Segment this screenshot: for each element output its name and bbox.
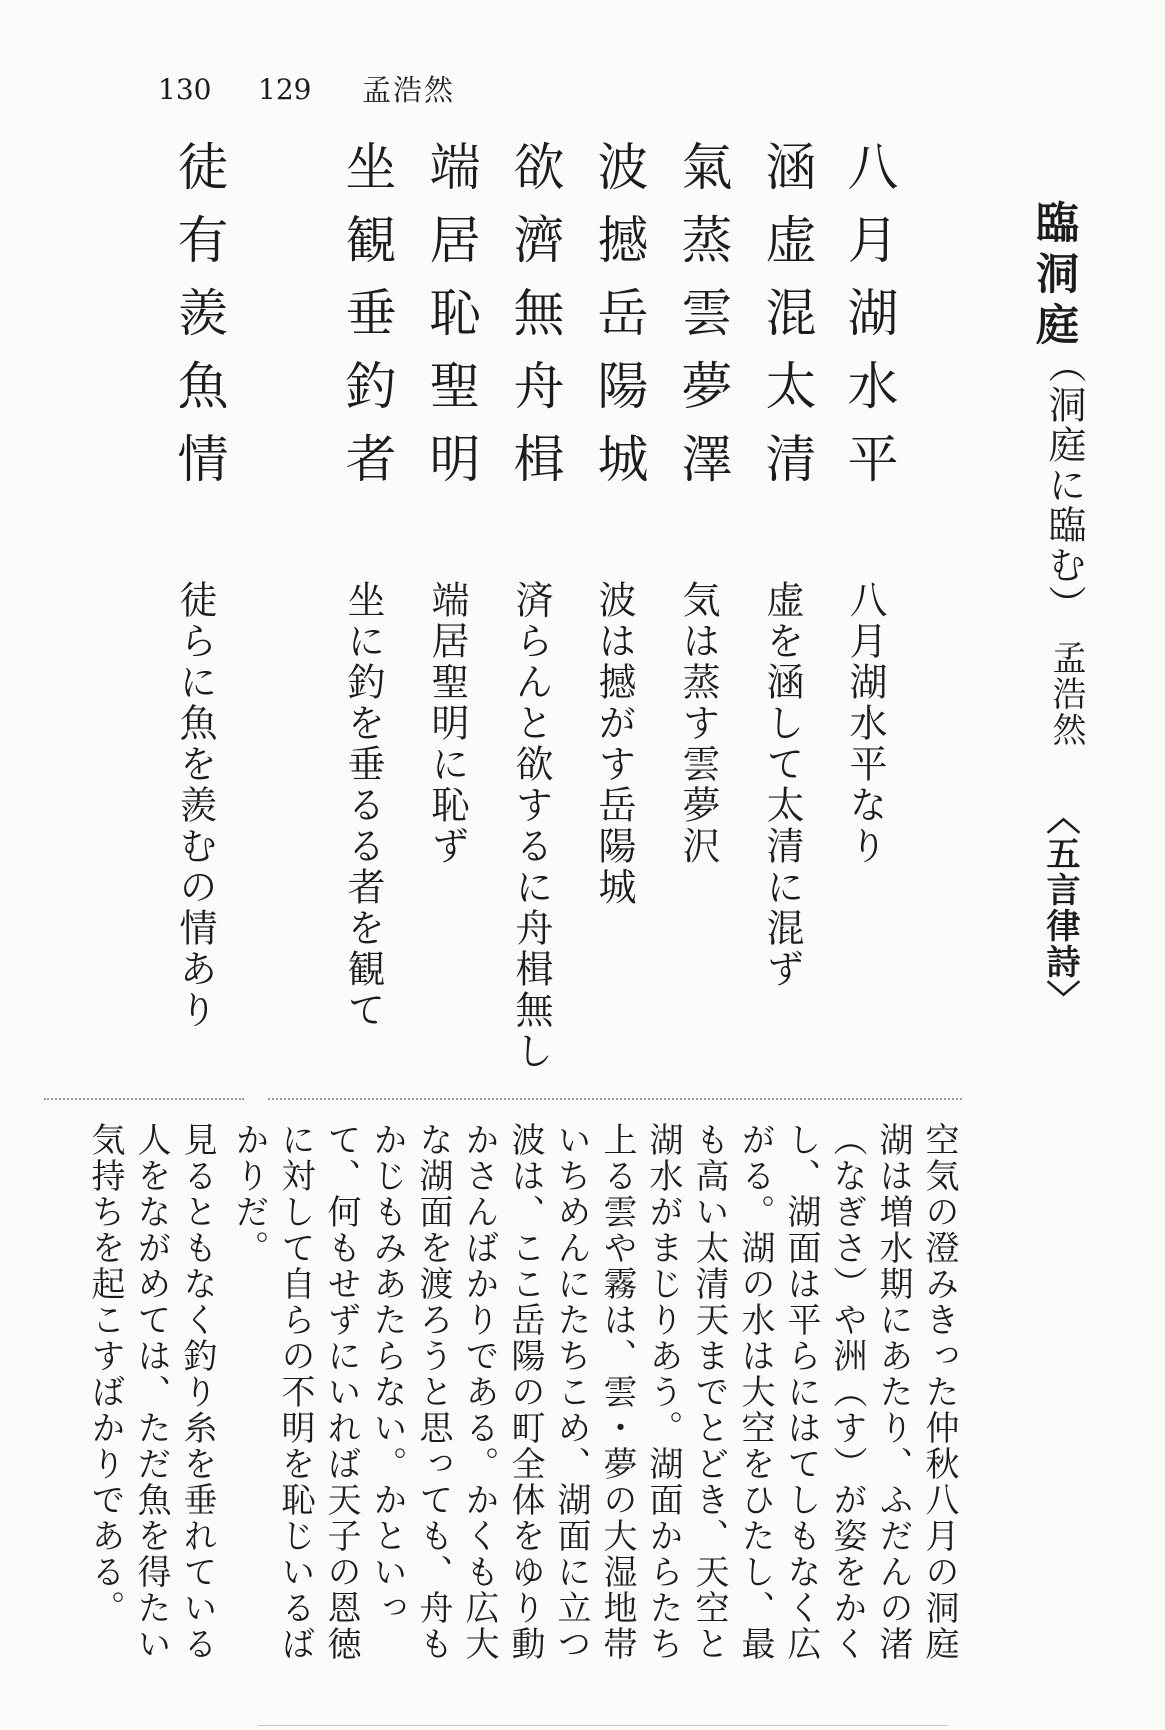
poem-line-4: 波撼岳陽城: [588, 140, 647, 505]
dotted-divider-right: [268, 1098, 962, 1100]
bottom-rule: [258, 1725, 948, 1726]
running-header-author: 孟浩然: [362, 73, 456, 107]
kundoku-line-1: 八月湖水平なり: [843, 580, 887, 867]
translation-last: 見るともなく釣り糸を垂れている人をながめては、ただ魚を得たい気持ちを起こすばかりである。: [85, 1122, 217, 1662]
poem-title-reading: （洞庭に臨む）: [1042, 345, 1086, 625]
dotted-divider-left: [44, 1098, 244, 1100]
page-number-left: 130: [158, 73, 212, 106]
kundoku-line-2: 虚を涵して太清に混ず: [760, 580, 804, 990]
kundoku-line-6: 端居聖明に恥ず: [425, 580, 469, 867]
kundoku-line-8: 徒らに魚を羨むの情あり: [173, 580, 217, 1031]
poem-author: 孟浩然: [1046, 640, 1086, 748]
translation-main: 空気の澄みきった仲秋八月の洞庭湖は増水期にあたり、ふだんの渚（なぎさ）や洲（す）が姿をかくし、湖面は平らにはてしもなく広がる。湖の水は大空をひたし、最も高い太清天までとどき、天空と湖水がまじりあう。湖面からたち上る雲や霧は、雲・夢の大湿地帯いちめんにたちこめ、湖面に立つ波は、ここ岳陽の町全体をゆり動かさんばかりである。かくも広大な湖面を渡ろうと思っても、舟もかじもみあたらない。かといって、何もせずにいれば天子の恩徳に対して自らの不明を恥じいるばかりだ。: [229, 1122, 959, 1662]
poem-line-1: 八月湖水平: [838, 140, 897, 505]
poem-line-8: 徒有羨魚情: [168, 140, 227, 505]
kundoku-line-3: 気は蒸す雲夢沢: [676, 580, 720, 867]
page-number-right: 129: [258, 73, 312, 106]
kundoku-line-7: 坐に釣を垂るる者を観て: [341, 580, 385, 1031]
poem-line-7: 坐観垂釣者: [336, 140, 395, 505]
poem-genre: 〈五言律詩〉: [1040, 800, 1080, 1016]
poem-line-3: 氣蒸雲夢澤: [672, 140, 731, 505]
poem-line-2: 涵虚混太清: [756, 140, 815, 505]
kundoku-line-4: 波は撼がす岳陽城: [592, 580, 636, 908]
poem-line-5: 欲濟無舟楫: [504, 140, 563, 505]
poem-title: 臨洞庭: [1029, 200, 1079, 353]
kundoku-line-5: 済らんと欲するに舟楫無し: [509, 580, 553, 1072]
poem-line-6: 端居恥聖明: [420, 140, 479, 505]
